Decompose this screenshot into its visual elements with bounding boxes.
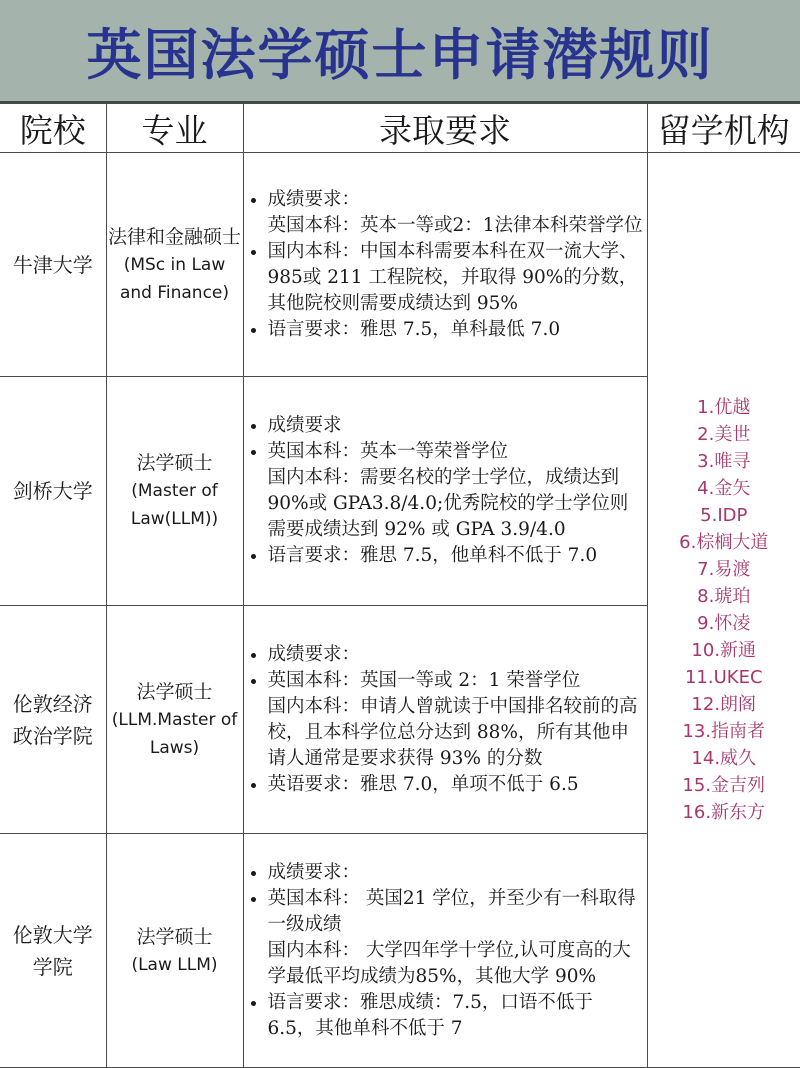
page-title: 英国法学硕士申请潜规则 (86, 11, 713, 90)
school-name-line: 伦敦大学 (0, 919, 106, 951)
requirement-item: • 英国本科：英本一等荣誉学位 (268, 439, 647, 465)
agency-item: 1.优越 (648, 394, 800, 421)
requirement-item: • 成绩要求： (268, 860, 647, 886)
requirements-list (244, 413, 647, 569)
major-english: (Law LLM) (107, 951, 243, 979)
requirements-list (244, 860, 647, 1042)
table-body (0, 153, 800, 1068)
major-chinese: 法律和金融硕士 (107, 223, 243, 251)
school-name-line: 学院 (0, 951, 106, 983)
header-major: 专业 (106, 104, 243, 153)
agency-item: 6.棕榈大道 (648, 529, 800, 556)
requirement-item: • 国内本科：中国本科需要本科在双一流大学、985或 211 工程院校，并取得 90%的分数，其他院校则需要成绩达到 95% (268, 239, 647, 317)
agency-item: 12.朗阁 (648, 691, 800, 718)
header-requirements: 录取要求 (243, 104, 647, 153)
agency-item: 14.威久 (648, 745, 800, 772)
requirements-list (244, 187, 647, 343)
requirements-cell (243, 834, 647, 1068)
requirements-table (0, 103, 800, 1068)
requirement-item: 国内本科：申请人曾就读于中国排名较前的高校，且本科学位总分达到 88%，所有其他申请人通常是要求获得 93% 的分数 (268, 694, 647, 772)
major-cell (106, 606, 243, 834)
agency-item: 7.易渡 (648, 556, 800, 583)
requirements-cell (243, 377, 647, 606)
requirement-item: • 英国本科：英国一等或 2：1 荣誉学位 (268, 668, 647, 694)
header-school: 院校 (0, 104, 106, 153)
major-chinese: 法学硕士 (107, 449, 243, 477)
major-english: (MSc in Law and Finance) (107, 251, 243, 307)
agency-item: 8.琥珀 (648, 583, 800, 610)
requirement-item: • 成绩要求： (268, 187, 647, 213)
requirements-cell (243, 153, 647, 377)
school-name-line: 政治学院 (0, 720, 106, 752)
school-cell (0, 377, 106, 606)
agency-item: 3.唯寻 (648, 448, 800, 475)
requirement-item: 英国本科：英本一等或2：1法律本科荣誉学位 (268, 213, 647, 239)
requirement-item: • 成绩要求： (268, 642, 647, 668)
agency-item: 15.金吉列 (648, 772, 800, 799)
agency-item: 16.新东方 (648, 799, 800, 826)
school-cell (0, 834, 106, 1068)
agency-item: 9.怀凌 (648, 610, 800, 637)
major-cell (106, 377, 243, 606)
agency-item: 5.IDP (648, 502, 800, 529)
requirement-item: • 成绩要求 (268, 413, 647, 439)
agency-item: 2.美世 (648, 421, 800, 448)
requirement-item: • 英国本科： 英国21 学位，并至少有一科取得一级成绩 (268, 886, 647, 938)
school-cell (0, 153, 106, 377)
header-row (0, 104, 800, 153)
table-row (0, 153, 800, 377)
agency-item: 13.指南者 (648, 718, 800, 745)
agency-cell (647, 153, 800, 1068)
major-cell (106, 153, 243, 377)
major-english: (LLM.Master of Laws) (107, 706, 243, 762)
major-chinese: 法学硕士 (107, 678, 243, 706)
header-agency: 留学机构 (647, 104, 800, 153)
requirements-cell (243, 606, 647, 834)
requirement-item: 国内本科：需要名校的学士学位，成绩达到 90%或 GPA3.8/4.0;优秀院校的学士学位则需要成绩达到 92% 或 GPA 3.9/4.0 (268, 465, 647, 543)
school-name-line: 剑桥大学 (0, 475, 106, 507)
major-cell (106, 834, 243, 1068)
major-english: (Master of Law(LLM)) (107, 477, 243, 533)
school-name-line: 牛津大学 (0, 249, 106, 281)
requirement-item: • 英语要求：雅思 7.0，单项不低于 6.5 (268, 772, 647, 798)
agency-item: 4.金矢 (648, 475, 800, 502)
requirement-item: 国内本科： 大学四年学十学位,认可度高的大学最低平均成绩为85%，其他大学 90% (268, 938, 647, 990)
title-bar (0, 0, 800, 103)
agency-item: 10.新通 (648, 637, 800, 664)
requirement-item: • 语言要求：雅思成绩：7.5，口语不低于 6.5，其他单科不低于 7 (268, 990, 647, 1042)
requirement-item: • 语言要求：雅思 7.5，他单科不低于 7.0 (268, 543, 647, 569)
agency-list (648, 394, 800, 826)
major-chinese: 法学硕士 (107, 923, 243, 951)
agency-item: 11.UKEC (648, 664, 800, 691)
school-cell (0, 606, 106, 834)
school-name-line: 伦敦经济 (0, 688, 106, 720)
requirements-list (244, 642, 647, 798)
requirement-item: • 语言要求：雅思 7.5，单科最低 7.0 (268, 317, 647, 343)
